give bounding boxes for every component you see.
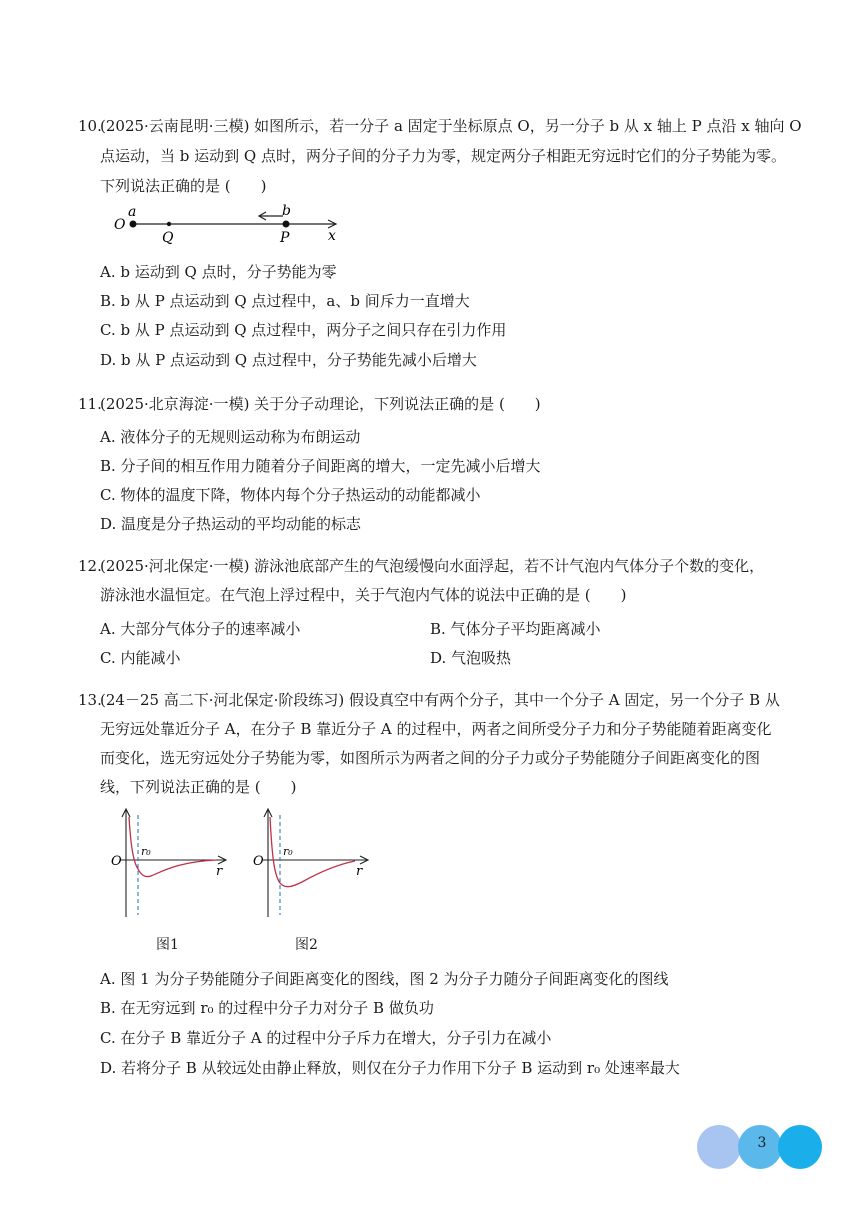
- option-b: B. 气体分子平均距离减小: [430, 620, 601, 638]
- question-number: 13.: [78, 691, 102, 709]
- page-number: 3: [757, 1135, 767, 1151]
- question-stem-line: 线，下列说法正确的是 ( ): [100, 778, 297, 796]
- question-stem-line: 无穷远处靠近分子 A，在分子 B 靠近分子 A 的过程中，两者之间所受分子力和分子势能随着距离变化: [100, 720, 772, 738]
- question-stem-line: (2025·河北保定·一模) 游泳池底部产生的气泡缓慢向水面浮起，若不计气泡内气体分子个数的变化，: [100, 557, 765, 575]
- question-number: 11.: [78, 395, 102, 413]
- option-d: D. 若将分子 B 从较远处由静止释放，则仅在分子力作用下分子 B 运动到 r₀ 处速率最大: [100, 1059, 680, 1077]
- label-o: O: [114, 217, 126, 233]
- axis-figure: [100, 200, 360, 250]
- label-a: a: [128, 204, 137, 220]
- label-b: b: [282, 203, 291, 219]
- option-d: D. 气泡吸热: [430, 649, 512, 667]
- r0-label: r₀: [141, 845, 151, 858]
- option-c: C. b 从 P 点运动到 Q 点过程中，两分子之间只存在引力作用: [100, 321, 507, 339]
- question-stem-line: (2025·北京海淀·一模) 关于分子动理论，下列说法正确的是 ( ): [100, 395, 541, 413]
- origin-label: O: [253, 854, 264, 869]
- page-circle-decoration: [778, 1125, 822, 1169]
- option-d: D. b 从 P 点运动到 Q 点过程中，分子势能先减小后增大: [100, 351, 477, 369]
- question-stem-line: (24－25 高二下·河北保定·阶段练习) 假设真空中有两个分子，其中一个分子 A 固定，另一个分子 B 从: [100, 691, 780, 709]
- question-number: 10.: [78, 117, 102, 135]
- option-a: A. 液体分子的无规则运动称为布朗运动: [100, 428, 361, 446]
- question-stem-line: (2025·云南昆明·三模) 如图所示，若一分子 a 固定于坐标原点 O，另一分子 b 从 x 轴上 P 点沿 x 轴向 O: [100, 117, 802, 135]
- figure-1-caption: 图1: [156, 937, 179, 953]
- r-axis-label: r: [356, 864, 363, 879]
- molecule-a: [130, 221, 137, 228]
- label-q: Q: [162, 230, 174, 246]
- question-stem-line: 而变化，选无穷远处分子势能为零，如图所示为两者之间的分子力或分子势能随分子间距离变化的图: [100, 749, 761, 767]
- figure-2-caption: 图2: [295, 937, 318, 953]
- r-axis-label: r: [216, 864, 223, 879]
- option-b: B. 分子间的相互作用力随着分子间距离的增大，一定先减小后增大: [100, 457, 541, 475]
- option-a: A. 大部分气体分子的速率减小: [100, 620, 301, 638]
- question-stem-line: 点运动，当 b 运动到 Q 点时，两分子间的分子力为零，规定两分子相距无穷远时它们的分子势能为零。: [100, 147, 786, 165]
- option-c: C. 内能减小: [100, 649, 181, 667]
- graph-figure-1: [108, 805, 233, 925]
- option-b: B. b 从 P 点运动到 Q 点过程中，a、b 间斥力一直增大: [100, 292, 470, 310]
- option-a: A. 图 1 为分子势能随分子间距离变化的图线，图 2 为分子力随分子间距离变化的图线: [100, 970, 669, 988]
- option-d: D. 温度是分子热运动的平均动能的标志: [100, 515, 362, 533]
- origin-label: O: [111, 854, 122, 869]
- question-number: 12.: [78, 557, 102, 575]
- option-c: C. 在分子 B 靠近分子 A 的过程中分子斥力在增大，分子引力在减小: [100, 1029, 552, 1047]
- graph-figure-2: [250, 805, 375, 925]
- option-c: C. 物体的温度下降，物体内每个分子热运动的动能都减小: [100, 486, 481, 504]
- label-p: P: [280, 230, 290, 246]
- question-stem-line: 游泳池水温恒定。在气泡上浮过程中，关于气泡内气体的说法中正确的是 ( ): [100, 586, 627, 604]
- question-stem-line: 下列说法正确的是 ( ): [100, 177, 267, 195]
- page-circle-decoration: [697, 1125, 741, 1169]
- point-q: [167, 222, 171, 226]
- r0-label: r₀: [283, 845, 293, 858]
- molecule-b: [283, 221, 290, 228]
- option-b: B. 在无穷远到 r₀ 的过程中分子力对分子 B 做负功: [100, 999, 434, 1017]
- option-a: A. b 运动到 Q 点时，分子势能为零: [100, 263, 337, 281]
- label-x: x: [328, 228, 336, 244]
